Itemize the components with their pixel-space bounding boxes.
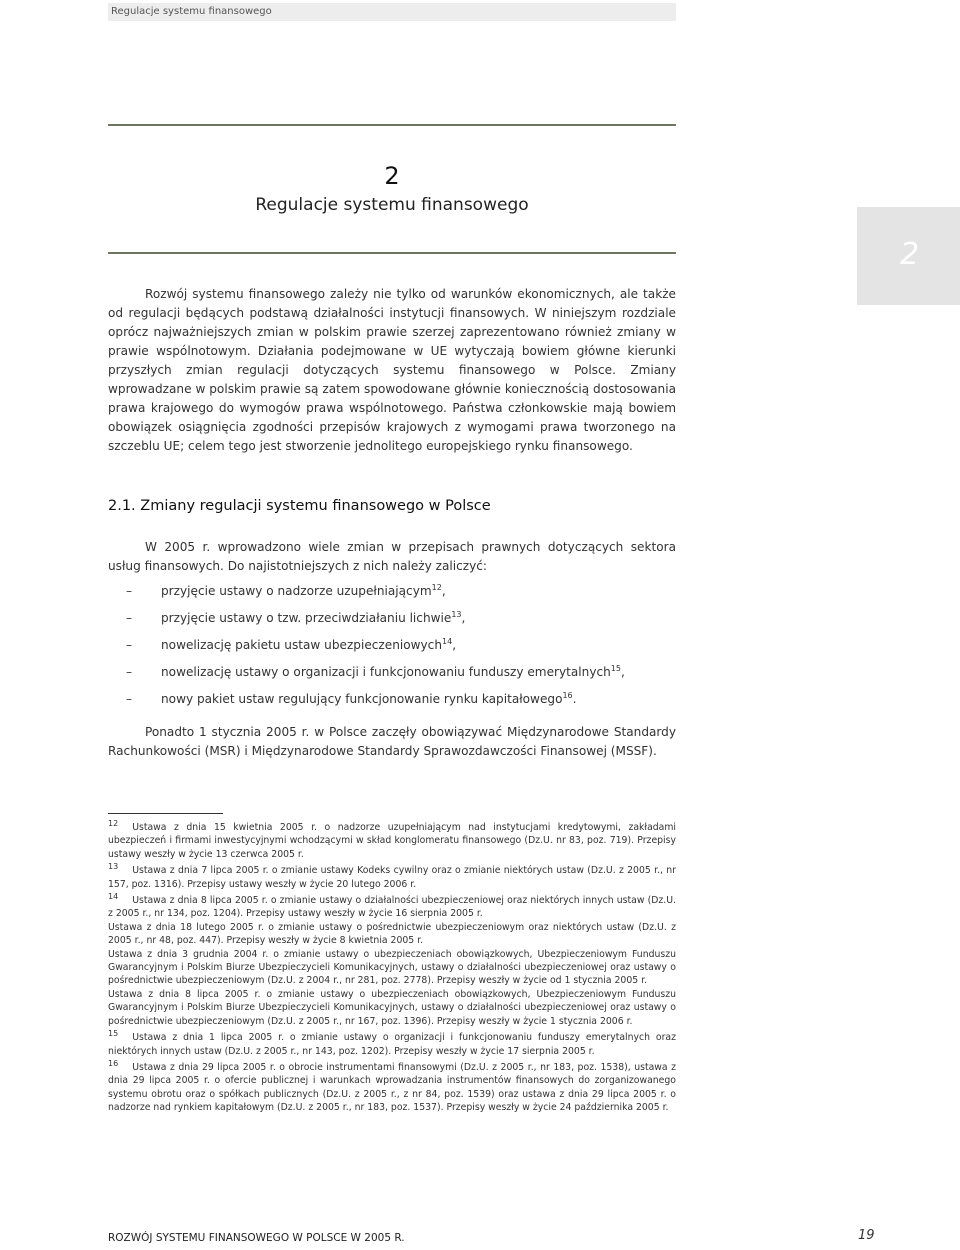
footnote-number: 14 [108,891,119,901]
section-heading: 2.1. Zmiany regulacji systemu finansowego w Polsce [108,498,491,514]
footnote-ref[interactable]: 14 [442,636,453,646]
footnote: 15 Ustawa z dnia 1 lipca 2005 r. o zmianie ustawy o organizacji i funkcjonowaniu funduszy emerytalnych oraz niektórych innych ustaw (Dz.U. z 2005 r., nr 143, poz. 1202). Przepisy weszły w życie 17 sierpnia 2005 r. [108,1029,676,1057]
footnote-ref[interactable]: 13 [451,609,462,619]
list-item: – nowy pakiet ustaw regulujący funkcjonowanie rynku kapitałowego$^{16}$. [108,690,676,717]
section-lead [108,538,676,576]
chapter-side-tab [857,207,960,305]
footnote-number: 13 [108,862,119,872]
footnote: 14 Ustawa z dnia 8 lipca 2005 r. o zmianie ustawy o działalności ubezpieczeniowej oraz niektórych innych ustaw (Dz.U. z 2005 r., nr 134, poz. 1204). Przepisy ustawy weszły w życie 16 sierpnia 2005 r. [108,891,676,920]
footnote: 12 Ustawa z dnia 15 kwietnia 2005 r. o nadzorze uzupełniającym nad instytucjami kredytowymi, zakładami ubezpieczeń i firmami inwestycyjnymi wchodzącymi w skład konglomeratu finansowego (Dz.U. nr 83, poz. 719). Przepisy ustawy weszły w życie 13 czerwca 2005 r. [108,818,676,860]
footnote-ref[interactable]: 16 [562,690,573,700]
intro-paragraph: Rozwój systemu finansowego zależy nie tylko od warunków ekonomicznych, ale także od regulacji będących podstawą działalności instytucji finansowych. W niniejszym rozdziale oprócz najważniejszych zmian w polskim prawie szerzej zaprezentowano również zmiany w prawie wspólnotowym. Działania podejmowane w UE wytyczają bowiem główne kierunki przyszłych zmian regulacji dotyczących systemu finansowego w Polsce. Zmiany wprowadzane w polskim prawie są zatem spowodowane głównie koniecznością dostosowania prawa krajowego do wymogów prawa wspólnotowego. Państwa członkowskie mają bowiem obowiązek osiągnięcia zgodności przepisów krajowych z wymogami prawa tworzonego na szczeblu UE; celem tego jest stworzenie jednolitego europejskiego rynku finansowego. [108,287,676,453]
running-footer: ROZWÓJ SYSTEMU FINANSOWEGO W POLSCE W 2005 R. [108,1232,405,1244]
footnote-number: 12 [108,818,119,828]
footnote: 13 Ustawa z dnia 7 lipca 2005 r. o zmianie ustawy Kodeks cywilny oraz o zmianie niektórych ustaw (Dz.U. z 2005 r., nr 157, poz. 1316). Przepisy ustawy weszły w życie 20 lutego 2006 r. [108,862,676,890]
chapter-rule-top [108,124,676,126]
footnote: 16 Ustawa z dnia 29 lipca 2005 r. o obrocie instrumentami finansowymi (Dz.U. z 2005 r., nr 183, poz. 1538), ustawa z dnia 29 lipca 2005 r. o ofercie publicznej i warunkach wprowadzania instrumentów finansowych do zorganizowanego systemu obrotu oraz o spółkach publicznych (Dz.U. z 2005 r., z nr 84, poz. 1539) oraz ustawa z dnia 29 lipca 2005 r. o nadzorze nad rynkiem kapitałowym (Dz.U. z 2005 r., nr 183, poz. 1537). Przepisy weszły w życie 24 października 2005 r. [108,1058,676,1114]
footnote-number: 15 [108,1029,119,1038]
running-header [108,3,676,21]
footnote-ref[interactable]: 12 [431,582,442,592]
footnote-continuation: Ustawa z dnia 8 lipca 2005 r. o zmianie ustawy o ubezpieczeniach obowiązkowych, Ubezpieczeniowym Funduszu Gwarancyjnym i Polskim Biurze Ubezpieczycieli Komunikacyjnych, ustawy o działalności ubezpieczeniowej oraz ustawy o pośrednictwie ubezpieczeniowym (Dz.U. z 2005 r., nr 167, poz. 1396). Przepisy weszły w życie 1 stycznia 2006 r. [108,988,676,1027]
list-item: – przyjęcie ustawy o tzw. przeciwdziałaniu lichwie$^{13}$, [108,609,676,636]
changes-list [108,582,676,717]
page-number: 19 [858,1228,875,1243]
footnote-continuation: Ustawa z dnia 3 grudnia 2004 r. o zmianie ustawy o ubezpieczeniach obowiązkowych, Ubezpieczeniowym Funduszu Gwarancyjnym i Polskim Biurze Ubezpieczycieli Komunikacyjnych, ustawy o działalności ubezpieczeniowej oraz ustawy o pośrednictwie ubezpieczeniowym (Dz.U. z 2004 r., nr 281, poz. 2778). Przepisy weszły w życie od 1 stycznia 2005 r. [108,948,676,987]
footnote-continuation: Ustawa z dnia 18 lutego 2005 r. o zmianie ustawy o pośrednictwie ubezpieczeniowym oraz niektórych ustaw (Dz.U. z 2005 r., nr 48, poz. 447). Przepisy weszły w życie 8 kwietnia 2005 r. [108,921,676,947]
list-item: – nowelizację pakietu ustaw ubezpieczeniowych$^{14}$, [108,636,676,663]
chapter-number: 2 [384,162,400,190]
chapter-rule-bottom [108,252,676,254]
list-item: – nowelizację ustawy o organizacji i funkcjonowaniu funduszy emerytalnych$^{15}$, [108,663,676,690]
chapter-side-tab-number: 2 [900,237,920,272]
list-item: – przyjęcie ustawy o nadzorze uzupełniającym$^{12}$, [108,582,676,609]
footnote-number: 16 [108,1058,119,1068]
chapter-title: Regulacje systemu finansowego [255,195,529,215]
running-header-title: Regulacje systemu finansowego [111,6,272,17]
intro-text [108,285,676,456]
section-closing [108,723,676,761]
section-lead-paragraph: W 2005 r. wprowadzono wiele zmian w przepisach prawnych dotyczących sektora usług finansowych. Do najistotniejszych z nich należy zaliczyć: [108,540,676,573]
footnotes [108,818,676,1118]
section-closing-paragraph: Ponadto 1 stycznia 2005 r. w Polsce zaczęły obowiązywać Międzynarodowe Standardy Rachunkowości (MSR) i Międzynarodowe Standardy Sprawozdawczości Finansowej (MSSF). [108,725,676,758]
footnote-separator [108,813,223,814]
footnote-ref[interactable]: 15 [610,663,621,673]
